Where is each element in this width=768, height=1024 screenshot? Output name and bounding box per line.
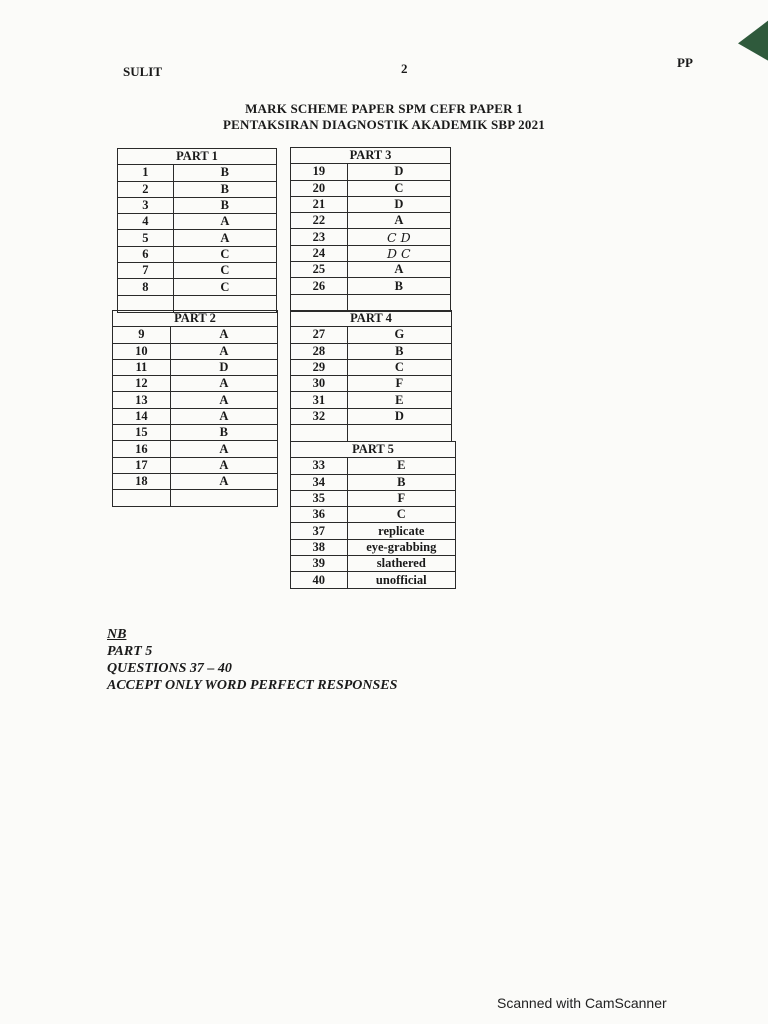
table-row: 19 D — [291, 164, 451, 180]
table-row: 27 G — [291, 327, 452, 343]
table-row: 20 C — [291, 180, 451, 196]
answer-table-part-2 — [112, 310, 278, 507]
table-row: 37 replicate — [291, 523, 456, 539]
title-line-2: PENTAKSIRAN DIAGNOSTIK AKADEMIK SBP 2021 — [223, 117, 545, 132]
table-row: 34 B — [291, 474, 456, 490]
answer-table-part-3 — [290, 147, 451, 312]
table-row: 35 F — [291, 490, 456, 506]
table-row: 12 A — [113, 376, 278, 392]
handwritten-correction: C D — [347, 229, 450, 245]
table-row: 32 D — [291, 408, 452, 424]
camscanner-watermark: Scanned with CamScanner — [497, 995, 667, 1011]
table-row: 30 F — [291, 376, 452, 392]
note-instruction: ACCEPT ONLY WORD PERFECT RESPONSES — [107, 678, 398, 693]
part-heading: PART 2 — [113, 311, 278, 327]
table-row: 8 C — [118, 279, 277, 295]
answer-table-part-1 — [117, 148, 277, 313]
note-part: PART 5 — [107, 644, 153, 659]
page-number: 2 — [401, 61, 408, 76]
page-corner-shadow — [738, 3, 768, 60]
table-row: 17 A — [113, 457, 278, 473]
handwritten-correction: D C — [347, 245, 450, 261]
table-row: 36 C — [291, 507, 456, 523]
note-block — [107, 626, 397, 694]
table-row: 31 E — [291, 392, 452, 408]
table-row: 9 A — [113, 327, 278, 343]
table-row: 40 unofficial — [291, 572, 456, 588]
table-row: 24 D C — [291, 245, 451, 261]
table-row: 16 A — [113, 441, 278, 457]
table-row: 15 B — [113, 425, 278, 441]
table-row: 13 A — [113, 392, 278, 408]
table-row: 14 A — [113, 408, 278, 424]
note-questions: QUESTIONS 37 – 40 — [107, 661, 232, 676]
table-row: 18 A — [113, 473, 278, 489]
table-row: 38 eye-grabbing — [291, 539, 456, 555]
table-row: 39 slathered — [291, 556, 456, 572]
part-heading: PART 3 — [291, 148, 451, 164]
table-row: 28 B — [291, 343, 452, 359]
table-row: 23 C D — [291, 229, 451, 245]
table-row: 29 C — [291, 359, 452, 375]
header-sulit: SULIT — [123, 64, 163, 79]
table-row: 11 D — [113, 359, 278, 375]
table-row: 33 E — [291, 458, 456, 474]
table-row: 6 C — [118, 246, 277, 262]
table-row: 3 B — [118, 197, 277, 213]
answer-table-part-5 — [290, 441, 456, 589]
table-row: 7 C — [118, 263, 277, 279]
table-row: 10 A — [113, 343, 278, 359]
table-row: 25 A — [291, 262, 451, 278]
part-heading: PART 5 — [291, 442, 456, 458]
header-pp: PP — [677, 55, 693, 70]
part-heading: PART 1 — [118, 149, 277, 165]
note-label: NB — [107, 627, 127, 642]
table-row: 5 A — [118, 230, 277, 246]
table-row: 21 D — [291, 196, 451, 212]
table-row: 26 B — [291, 278, 451, 294]
table-row: 4 A — [118, 214, 277, 230]
title-line-1: MARK SCHEME PAPER SPM CEFR PAPER 1 — [245, 101, 523, 116]
table-row: 22 A — [291, 213, 451, 229]
part-heading: PART 4 — [291, 311, 452, 327]
answer-table-part-4 — [290, 310, 452, 442]
table-row: 2 B — [118, 181, 277, 197]
table-row: 1 B — [118, 165, 277, 181]
